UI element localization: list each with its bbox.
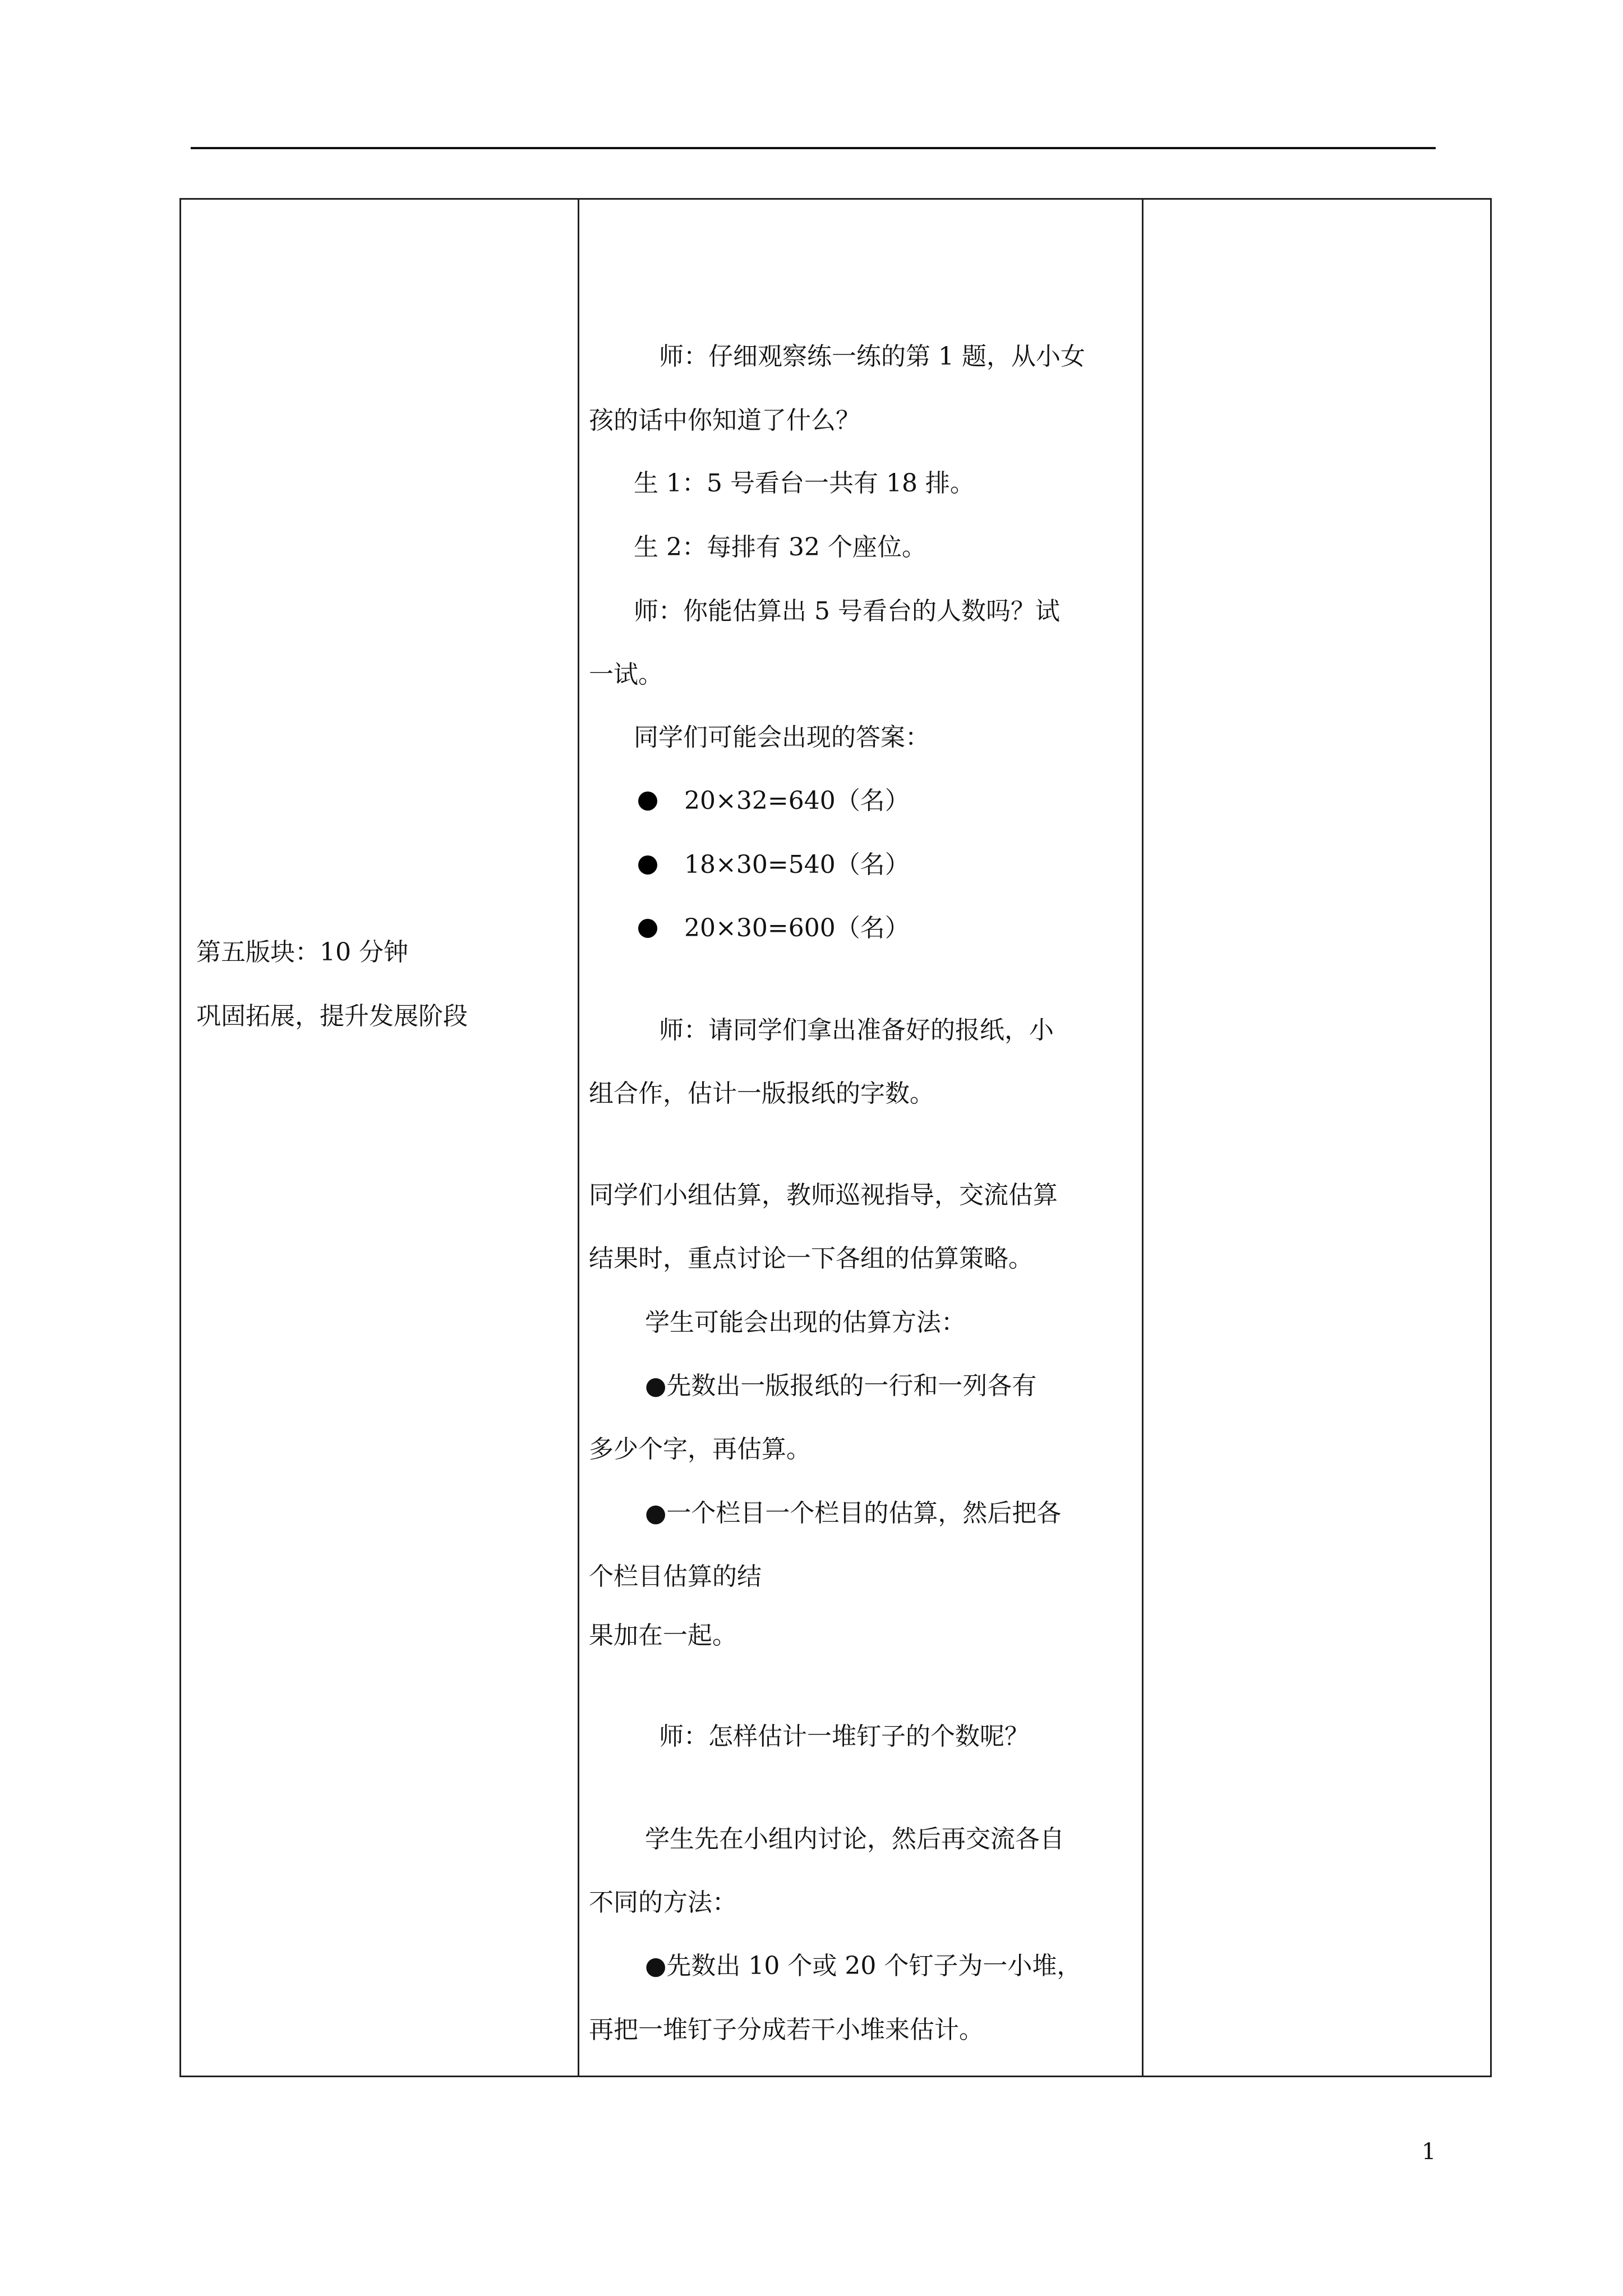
paragraph-line: 学生可能会出现的估算方法： — [645, 1308, 966, 1337]
paragraph-line: ●先数出 10 个或 20 个钉子为一小堆， — [645, 1952, 1082, 1980]
column-divider — [1142, 200, 1144, 2076]
paragraph-line: 师：怎样估计一堆钉子的个数呢？ — [659, 1722, 1029, 1751]
bullet-dot-icon — [638, 792, 657, 811]
header-rule — [191, 147, 1436, 149]
paragraph-line: 生 2：每排有 32 个座位。 — [634, 533, 926, 562]
stage-subtitle: 巩固拓展，提升发展阶段 — [196, 1002, 468, 1030]
paragraph-line: 多少个字，再估算。 — [589, 1435, 811, 1464]
paragraph-line: 同学们可能会出现的答案： — [634, 723, 930, 752]
paragraph-line: ●一个栏目一个栏目的估算，然后把各 — [645, 1499, 1062, 1527]
paragraph-line: 个栏目估算的结 — [589, 1562, 762, 1591]
paragraph-line: 不同的方法： — [589, 1888, 737, 1917]
paragraph-line: 生 1：5 号看台一共有 18 排。 — [634, 469, 975, 498]
paragraph-line: 再把一堆钉子分成若干小堆来估计。 — [589, 2016, 984, 2044]
bullet-dot-icon — [638, 855, 657, 875]
paragraph-line: 师：仔细观察练一练的第 1 题，从小女 — [659, 342, 1085, 371]
paragraph-line: 师：请同学们拿出准备好的报纸，小 — [659, 1016, 1054, 1045]
stage-title: 第五版块：10 分钟 — [196, 938, 408, 967]
paragraph-line: 师：你能估算出 5 号看台的人数吗？试 — [634, 597, 1060, 625]
paragraph-line: ●先数出一版报纸的一行和一列各有 — [645, 1372, 1037, 1400]
answer-bullet: 18×30=540（名） — [638, 844, 910, 880]
paragraph-line: 果加在一起。 — [589, 1621, 737, 1650]
paragraph-line: 同学们小组估算，教师巡视指导，交流估算 — [589, 1181, 1058, 1209]
paragraph-line: 组合作，估计一版报纸的字数。 — [589, 1079, 934, 1108]
answer-bullet: 20×32=640（名） — [638, 780, 910, 816]
paragraph-line: 孩的话中你知道了什么？ — [589, 406, 860, 435]
lesson-plan-table — [179, 198, 1492, 2077]
page-number: 1 — [1422, 2139, 1436, 2165]
bullet-dot-icon — [638, 919, 657, 938]
paragraph-line: 学生先在小组内讨论，然后再交流各自 — [645, 1825, 1064, 1853]
paragraph-line: 一试。 — [589, 660, 663, 689]
stage-cell — [196, 921, 561, 1048]
column-divider — [578, 200, 579, 2076]
answer-bullet: 20×30=600（名） — [638, 908, 910, 944]
paragraph-line: 结果时，重点讨论一下各组的估算策略。 — [589, 1244, 1033, 1273]
